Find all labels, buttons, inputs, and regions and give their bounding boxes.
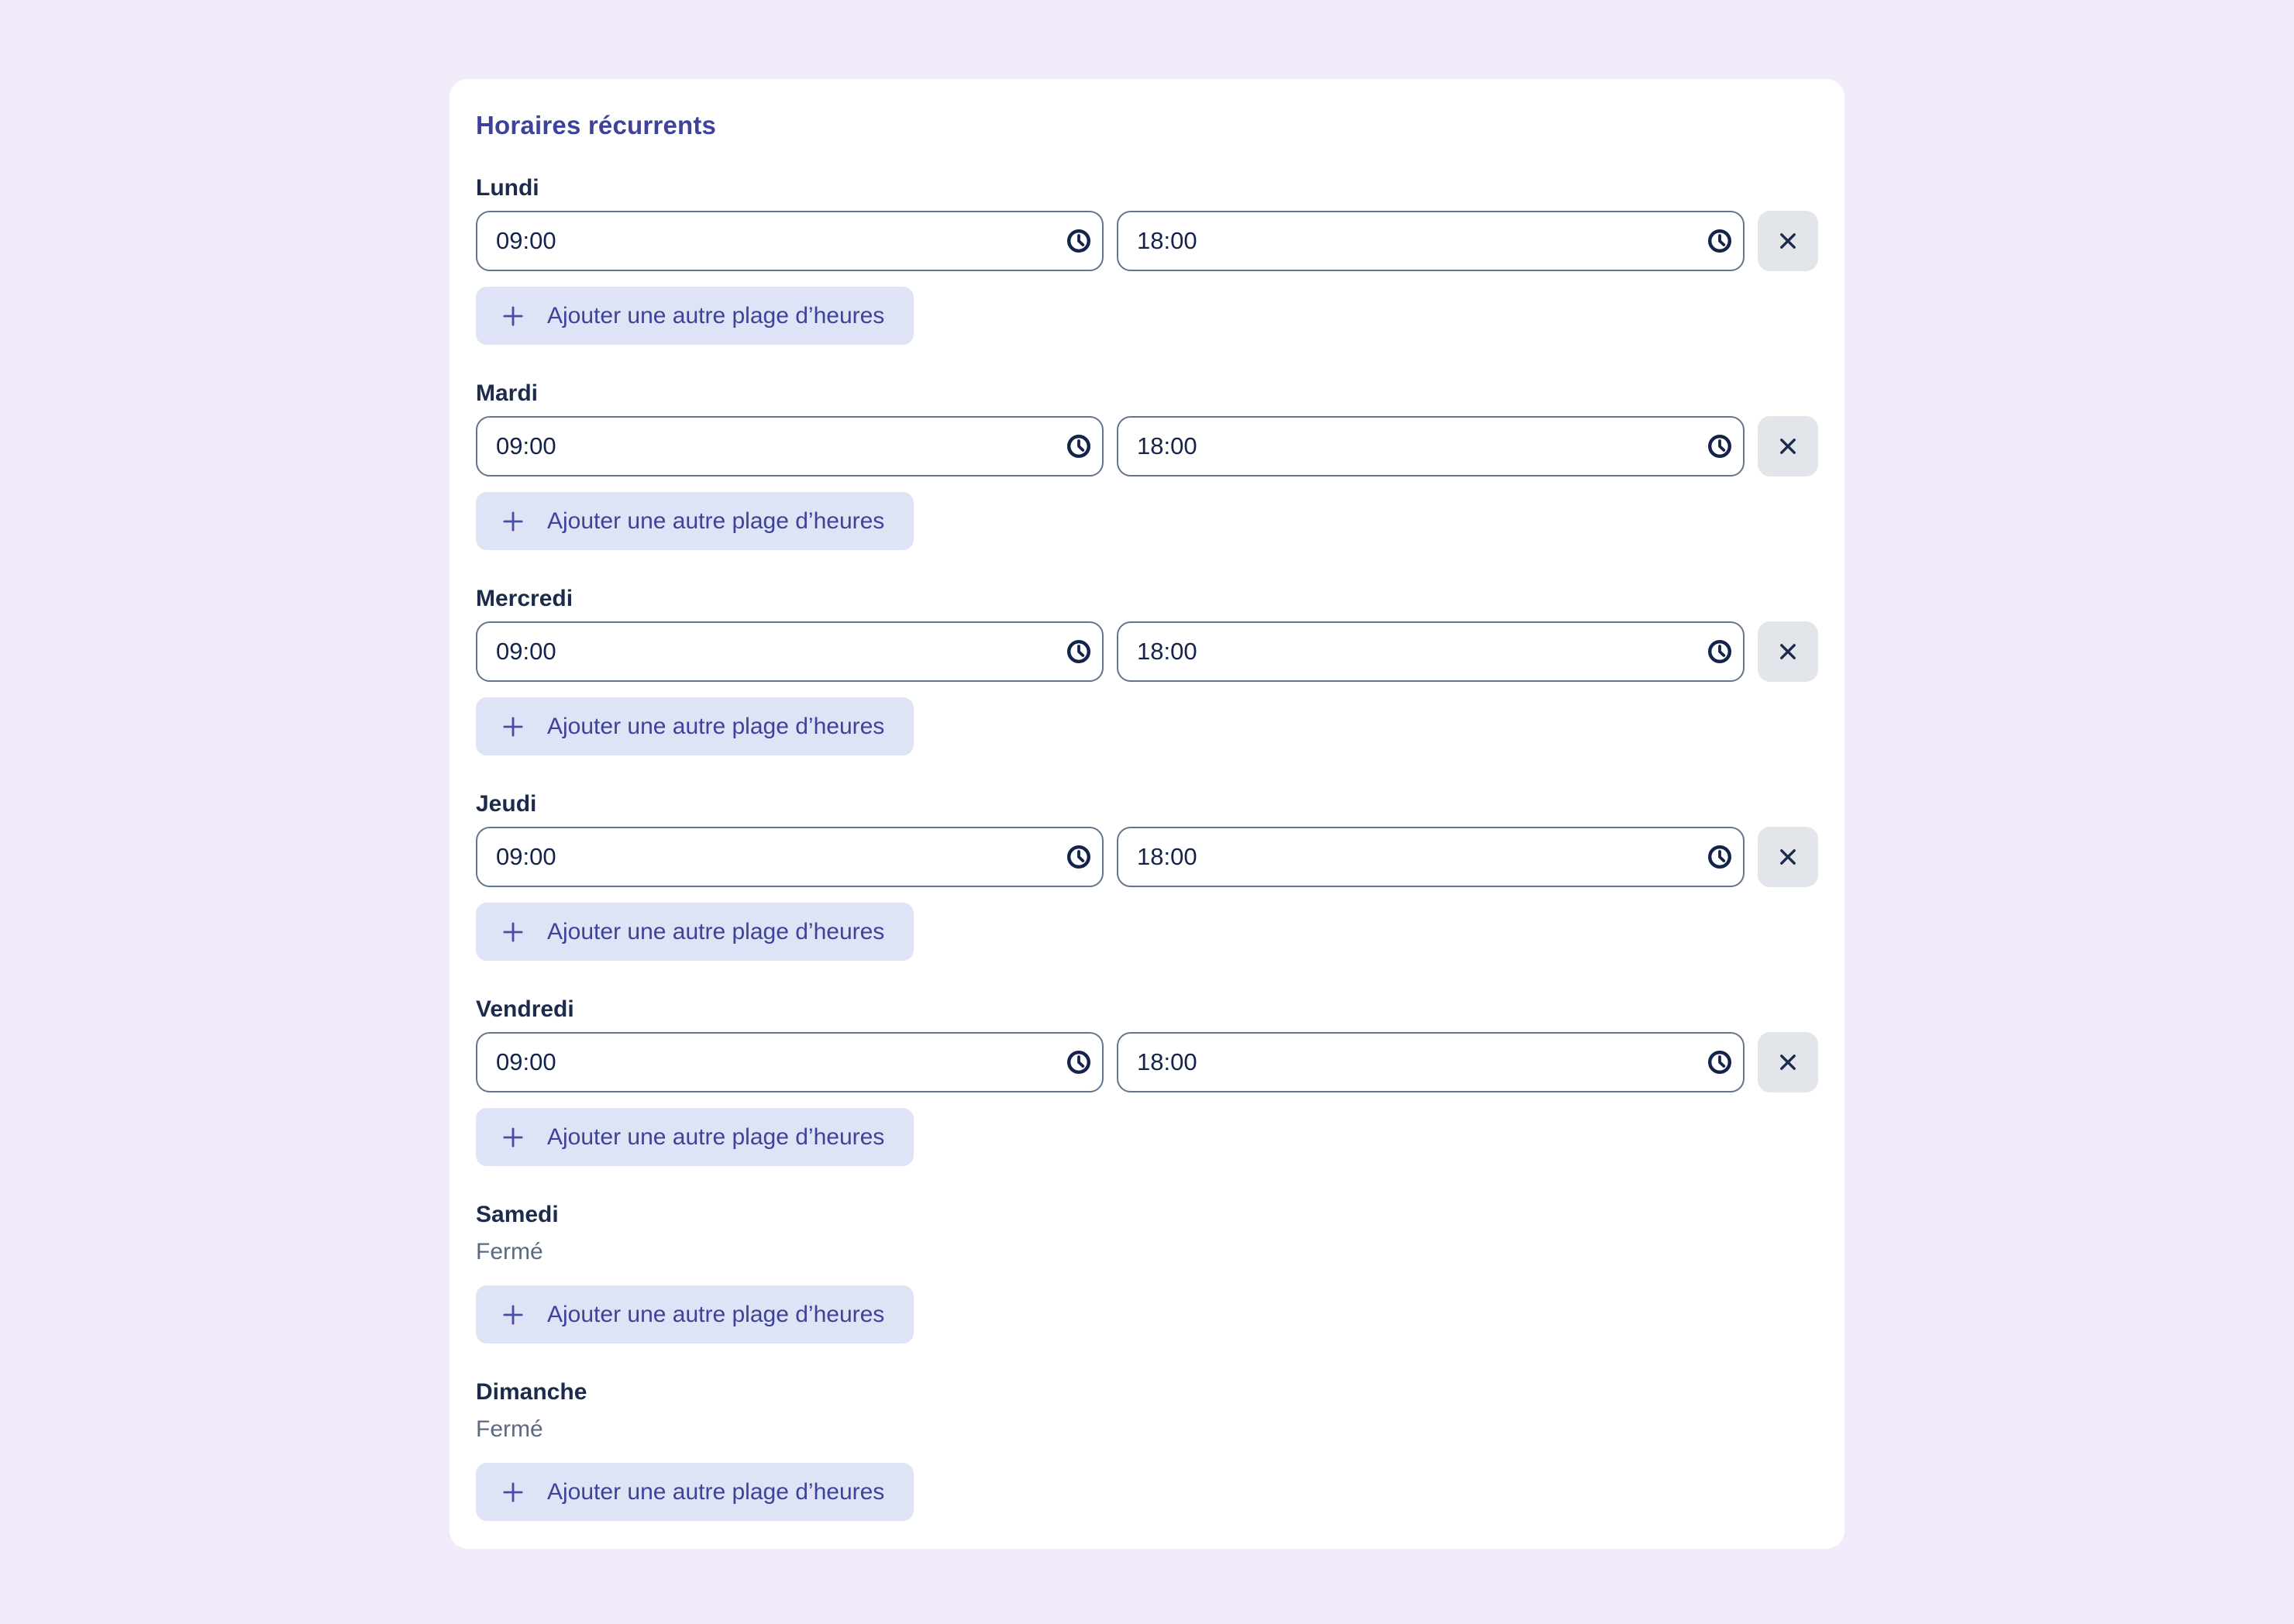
start-time-input[interactable] bbox=[476, 621, 1104, 682]
start-time-input[interactable] bbox=[476, 827, 1104, 887]
add-time-range-label: Ajouter une autre plage d’heures bbox=[547, 1301, 885, 1327]
add-time-range-button[interactable] bbox=[476, 492, 914, 550]
clock-icon[interactable] bbox=[1066, 434, 1091, 459]
end-time-field bbox=[1117, 211, 1745, 271]
remove-time-range-button[interactable] bbox=[1758, 621, 1818, 682]
add-time-range-label: Ajouter une autre plage d’heures bbox=[547, 918, 885, 944]
end-time-field bbox=[1117, 621, 1745, 682]
end-time-input[interactable] bbox=[1117, 416, 1745, 477]
clock-icon[interactable] bbox=[1707, 434, 1732, 459]
day-name-label: Jeudi bbox=[476, 791, 537, 817]
plus-icon bbox=[499, 1123, 527, 1151]
close-icon bbox=[1775, 433, 1801, 459]
day-block bbox=[476, 790, 1820, 961]
close-icon bbox=[1775, 844, 1801, 870]
close-icon bbox=[1775, 638, 1801, 665]
day-name-label: Vendredi bbox=[476, 996, 574, 1022]
day-block bbox=[476, 584, 1820, 755]
clock-icon[interactable] bbox=[1707, 229, 1732, 253]
end-time-field bbox=[1117, 416, 1745, 477]
plus-icon bbox=[499, 1478, 527, 1506]
end-time-input[interactable] bbox=[1117, 211, 1745, 271]
day-name-label: Samedi bbox=[476, 1202, 559, 1227]
end-time-field bbox=[1117, 1032, 1745, 1092]
day-block bbox=[476, 379, 1820, 550]
day-block bbox=[476, 995, 1820, 1166]
add-time-range-label: Ajouter une autre plage d’heures bbox=[547, 302, 885, 329]
day-name-label: Lundi bbox=[476, 175, 539, 201]
plus-icon bbox=[499, 918, 527, 946]
add-time-range-label: Ajouter une autre plage d’heures bbox=[547, 1478, 885, 1505]
clock-icon[interactable] bbox=[1066, 639, 1091, 664]
closed-status: Fermé bbox=[476, 1416, 543, 1442]
start-time-field bbox=[476, 1032, 1104, 1092]
close-icon bbox=[1775, 1049, 1801, 1075]
remove-time-range-button[interactable] bbox=[1758, 827, 1818, 887]
day-name-label: Mardi bbox=[476, 380, 539, 406]
plus-icon bbox=[499, 508, 527, 535]
start-time-field bbox=[476, 827, 1104, 887]
start-time-field bbox=[476, 621, 1104, 682]
plus-icon bbox=[499, 1301, 527, 1329]
section-title: Horaires récurrents bbox=[476, 111, 717, 139]
time-range-row bbox=[476, 827, 1820, 887]
start-time-input[interactable] bbox=[476, 211, 1104, 271]
time-range-row bbox=[476, 211, 1820, 271]
start-time-field bbox=[476, 211, 1104, 271]
clock-icon[interactable] bbox=[1707, 845, 1732, 869]
start-time-input[interactable] bbox=[476, 1032, 1104, 1092]
closed-status: Fermé bbox=[476, 1239, 543, 1264]
clock-icon[interactable] bbox=[1066, 845, 1091, 869]
add-time-range-button[interactable] bbox=[476, 287, 914, 345]
clock-icon[interactable] bbox=[1707, 639, 1732, 664]
clock-icon[interactable] bbox=[1707, 1050, 1732, 1075]
days-list bbox=[476, 174, 1820, 1521]
add-time-range-button[interactable] bbox=[476, 1463, 914, 1521]
day-name-label: Dimanche bbox=[476, 1379, 587, 1405]
add-time-range-label: Ajouter une autre plage d’heures bbox=[547, 1123, 885, 1150]
close-icon bbox=[1775, 228, 1801, 254]
time-range-row bbox=[476, 621, 1820, 682]
add-time-range-label: Ajouter une autre plage d’heures bbox=[547, 508, 885, 534]
end-time-field bbox=[1117, 827, 1745, 887]
add-time-range-label: Ajouter une autre plage d’heures bbox=[547, 713, 885, 739]
day-block bbox=[476, 174, 1820, 345]
day-name-label: Mercredi bbox=[476, 586, 574, 611]
day-block bbox=[476, 1200, 1820, 1344]
remove-time-range-button[interactable] bbox=[1758, 1032, 1818, 1092]
clock-icon[interactable] bbox=[1066, 229, 1091, 253]
remove-time-range-button[interactable] bbox=[1758, 211, 1818, 271]
end-time-input[interactable] bbox=[1117, 827, 1745, 887]
add-time-range-button[interactable] bbox=[476, 1285, 914, 1344]
add-time-range-button[interactable] bbox=[476, 697, 914, 755]
end-time-input[interactable] bbox=[1117, 621, 1745, 682]
start-time-field bbox=[476, 416, 1104, 477]
clock-icon[interactable] bbox=[1066, 1050, 1091, 1075]
plus-icon bbox=[499, 302, 527, 330]
end-time-input[interactable] bbox=[1117, 1032, 1745, 1092]
remove-time-range-button[interactable] bbox=[1758, 416, 1818, 477]
plus-icon bbox=[499, 713, 527, 741]
recurring-hours-card bbox=[450, 79, 1844, 1549]
add-time-range-button[interactable] bbox=[476, 903, 914, 961]
start-time-input[interactable] bbox=[476, 416, 1104, 477]
time-range-row bbox=[476, 1032, 1820, 1092]
add-time-range-button[interactable] bbox=[476, 1108, 914, 1166]
time-range-row bbox=[476, 416, 1820, 477]
day-block bbox=[476, 1378, 1820, 1521]
